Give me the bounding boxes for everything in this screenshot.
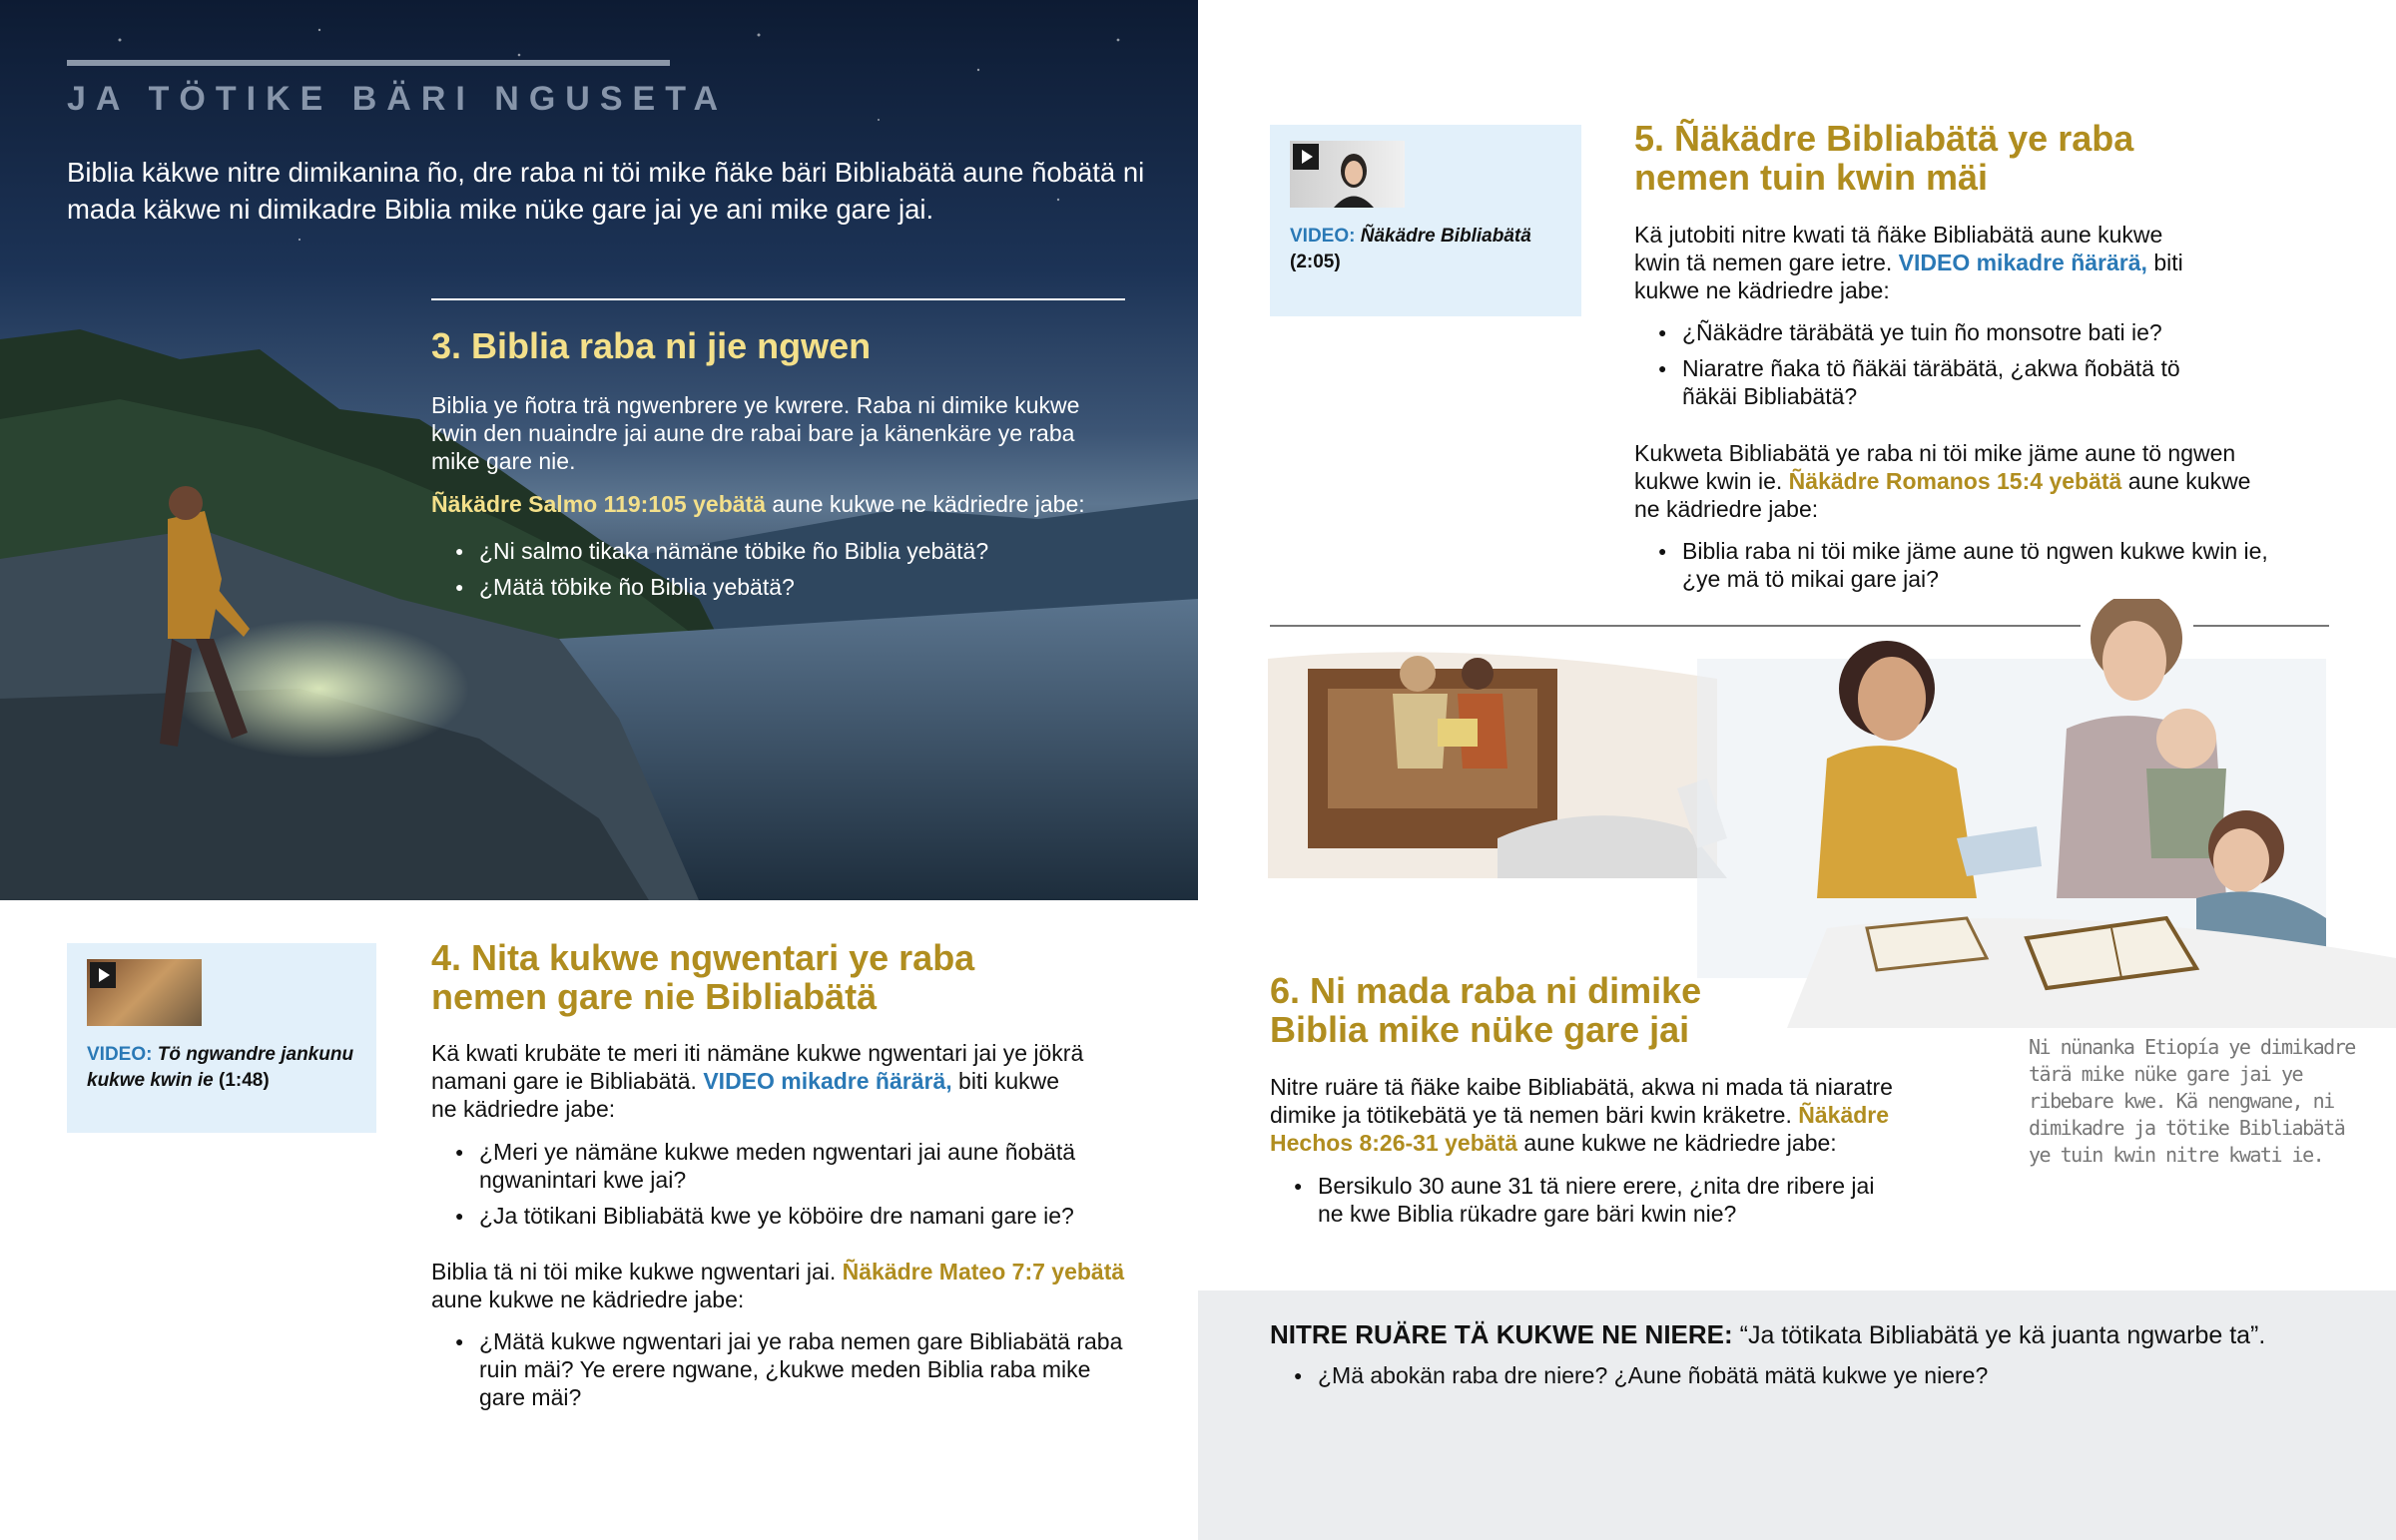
section5-video-caption[interactable] xyxy=(1290,224,1569,275)
list-item: ● ¿Mätä kukwe ngwentari jai ye raba nemen gare Bibliabätä raba ruin mäi? Ye erere ngwane, ¿kukwe meden Biblia raba mike gare mäi? xyxy=(431,1327,1130,1411)
section3-reading-rest: aune kukwe ne kädriedre jabe: xyxy=(765,491,1085,517)
section4-video-caption[interactable] xyxy=(87,1042,366,1094)
section5-title-line1: 5. Ñäkädre Bibliabätä ye raba xyxy=(1634,118,2134,159)
section5-video-link[interactable]: VIDEO mikadre ñärärä, xyxy=(1898,250,2147,275)
video-thumbnail[interactable] xyxy=(1290,141,1405,208)
video-title: Ñäkädre Bibliabätä xyxy=(1360,226,1531,247)
list-item: ● ¿Ja tötikani Bibliabätä kwe ye köböire dre namani gare ie? xyxy=(431,1202,1130,1230)
section4-title-line2: nemen gare nie Bibliabätä xyxy=(431,976,878,1017)
video-label: VIDEO: xyxy=(87,1044,153,1065)
section5-title-line2: nemen tuin kwin mäi xyxy=(1634,157,1989,198)
section4-questions1 xyxy=(431,1138,1130,1238)
section4-paragraph2 xyxy=(431,1258,1150,1313)
section6-para1-text: Nitre ruäre tä ñäke kaibe Bibliabätä, akwa ni mada tä niaratre dimike ja tötikebätä ye tä nemen bäri kwin kräketre. xyxy=(1270,1074,1893,1128)
video-duration: (2:05) xyxy=(1290,252,1341,272)
section4-video-box[interactable] xyxy=(67,943,376,1133)
list-item: ● Niaratre ñaka tö ñäkäi täräbätä, ¿akwa ñobätä tö ñäkäi Bibliabätä? xyxy=(1634,354,2203,410)
section-tag-rule xyxy=(67,60,670,66)
list-item: ● Bersikulo 30 aune 31 tä niere erere, ¿nita dre ribere jai ne kwe Biblia rükadre gare bäri kwin nie? xyxy=(1270,1172,1889,1228)
review-questions xyxy=(1270,1361,2368,1389)
section-tag: JA TÖTIKE BÄRI NGUSETA xyxy=(67,80,729,118)
night-scene-illustration xyxy=(0,0,1198,900)
list-item: ● Biblia raba ni töi mike jäme aune tö ngwen kukwe kwin ie, ¿ye mä tö mikai gare jai? xyxy=(1634,537,2273,593)
section4-para1-rest: biti kukwe ne kädriedre jabe: xyxy=(431,1068,1060,1122)
section3-title: 3. Biblia raba ni jie ngwen xyxy=(431,325,872,366)
section4-title xyxy=(431,938,974,1016)
section4-scripture-ref[interactable]: Ñäkädre Mateo 7:7 yebätä xyxy=(842,1259,1125,1284)
section5-scripture-ref[interactable]: Ñäkädre Romanos 15:4 yebätä xyxy=(1788,468,2122,494)
section3-scripture-ref[interactable]: Ñäkädre Salmo 119:105 yebätä xyxy=(431,491,766,517)
video-title: Tö ngwandre jankunu kukwe kwin ie xyxy=(87,1044,354,1091)
section3-body: Biblia ye ñotra trä ngwenbrere ye kwrere. Raba ni dimike kukwe kwin den nuaindre jai aune dre rabai bare ja känenkäre ye raba mike gare nie. xyxy=(431,392,1080,474)
section4-video-link[interactable]: VIDEO mikadre ñärärä, xyxy=(703,1068,952,1094)
section3-questions xyxy=(431,533,1120,605)
intro-paragraph: Biblia käkwe nitre dimikanina ño, dre raba ni töi mike ñäke bäri Bibliabätä aune ñobätä ni mada käkwe ni dimikadre Biblia mike nüke gare jai ye ani mike gare jai. xyxy=(67,157,1145,225)
section6-paragraph1 xyxy=(1270,1073,1909,1157)
list-item: ● ¿Ñäkädre täräbätä ye tuin ño monsotre bati ie? xyxy=(1634,318,2203,346)
section4-para2-text: Biblia tä ni töi mike kukwe ngwentari jai. xyxy=(431,1259,843,1284)
section5-paragraph1 xyxy=(1634,221,2203,304)
section5-paragraph2 xyxy=(1634,439,2273,523)
section5-questions2 xyxy=(1634,537,2273,601)
section5-para2-rest: aune kukwe ne kädriedre jabe: xyxy=(1634,468,2251,522)
section5-questions1 xyxy=(1634,318,2203,418)
play-icon[interactable] xyxy=(1293,144,1319,170)
section5-para1-text: Kä jutobiti nitre kwati tä ñäke Bibliabätä aune kukwe kwin tä nemen gare ietre. xyxy=(1634,222,2163,275)
list-item: ● ¿Ni salmo tikaka nämäne töbike ño Biblia yebätä? xyxy=(431,533,1120,569)
section4-para1-text: Kä kwati krubäte te meri iti nämäne kukwe ngwentari jai ye jökrä namani gare ie Bibliabätä. xyxy=(431,1040,1084,1094)
section6-questions1 xyxy=(1270,1172,1889,1236)
list-item: ● ¿Meri ye nämäne kukwe meden ngwentari jai aune ñobätä ngwanintari kwe jai? xyxy=(431,1138,1130,1194)
video-label: VIDEO: xyxy=(1290,226,1356,247)
section5-title xyxy=(1634,119,2133,197)
video-thumbnail[interactable] xyxy=(87,959,202,1026)
section6-title-line2: Biblia mike nüke gare jai xyxy=(1270,1009,1690,1050)
section6-title xyxy=(1270,971,1701,1049)
section4-para2-rest: aune kukwe ne kädriedre jabe: xyxy=(431,1286,745,1312)
section5-para2-text: Kukweta Bibliabätä ye raba ni töi mike jäme aune tö ngwen kukwe kwin ie. xyxy=(1634,440,2236,494)
section4-title-line1: 4. Nita kukwe ngwentari ye raba xyxy=(431,937,975,978)
section6-scripture-ref[interactable]: Ñäkädre Hechos 8:26-31 yebätä xyxy=(1270,1102,1890,1156)
section4-questions2 xyxy=(431,1327,1130,1419)
bible-study-illustration xyxy=(1268,599,2396,1028)
section6-para1-rest: aune kukwe ne kädriedre jabe: xyxy=(1517,1130,1837,1156)
section5-video-box[interactable] xyxy=(1270,125,1581,316)
review-quote: “Ja tötikata Bibliabätä ye kä juanta ngwarbe ta”. xyxy=(1732,1321,2266,1349)
section5-para1-rest: biti kukwe ne kädriedre jabe: xyxy=(1634,250,2183,303)
review-heading xyxy=(1270,1317,2265,1352)
list-item: ● ¿Mätä töbike ño Biblia yebätä? xyxy=(431,569,1120,605)
list-item: ● ¿Mä abokän raba dre niere? ¿Aune ñobätä mätä kukwe ye niere? xyxy=(1270,1361,2368,1389)
section3-rule xyxy=(431,298,1125,300)
video-duration: (1:48) xyxy=(219,1070,270,1091)
review-label: NITRE RUÄRE TÄ KUKWE NE NIERE: xyxy=(1270,1319,1733,1349)
section3-reading xyxy=(431,490,1120,518)
section6-title-line1: 6. Ni mada raba ni dimike xyxy=(1270,970,1702,1011)
illustration-caption: Ni nünanka Etiopía ye dimikadre tärä mike nüke gare jai ye ribebare kwe. Kä nengwane, ni dimikadre ja tötike Bibliabätä ye tuin kwin nitre kwati ie. xyxy=(2029,1035,2355,1167)
bible-study-drawing xyxy=(1268,599,2396,1028)
play-icon[interactable] xyxy=(90,962,116,988)
section4-paragraph1 xyxy=(431,1039,1090,1123)
